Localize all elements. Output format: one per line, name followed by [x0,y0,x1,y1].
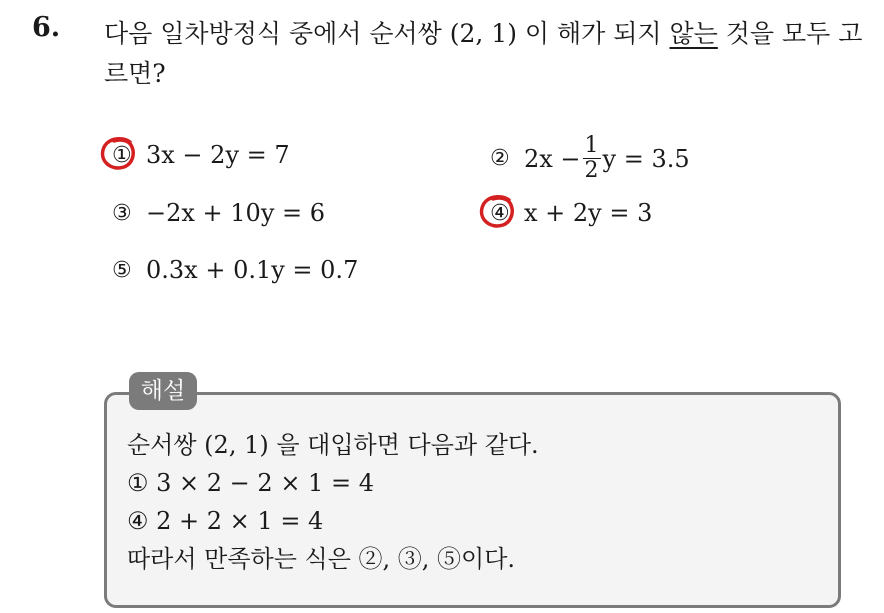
choice-5-expression: 0.3x + 0.1y = 0.7 [146,256,359,284]
choice-2-fraction [583,134,601,183]
choice-5[interactable] [112,256,358,284]
solution-line: 순서쌍 (2, 1) 을 대입하면 다음과 같다. [127,431,539,459]
choice-1-number: ① [112,142,132,168]
choice-2-number: ② [490,146,510,171]
choice-3-expression: −2x + 10y = 6 [146,199,326,227]
choice-3-number: ③ [112,200,132,226]
choice-4-expression: x + 2y = 3 [524,199,653,227]
solution-line: ④ 2 + 2 × 1 = 4 [127,507,324,535]
choice-2-fraction-numerator: 1 [584,133,599,158]
choice-2-fraction-denominator: 2 [584,158,599,183]
solution-content [127,426,539,578]
solution-line: 따라서 만족하는 식은 ②, ③, ⑤이다. [127,545,516,573]
choice-4-number: ④ [490,200,510,226]
choice-3[interactable] [112,199,325,227]
question-emphasis: 않는 [669,19,718,48]
question-number: 6. [32,12,61,43]
choice-2[interactable] [490,134,690,183]
choice-5-number: ⑤ [112,257,132,283]
choice-2-expression-post: y = 3.5 [602,144,690,173]
question-text [104,14,874,94]
question-text-after: 것을 모두 고르면? [104,19,863,88]
question-text-before: 다음 일차방정식 중에서 순서쌍 (2, 1) 이 해가 되지 [104,19,670,48]
choice-2-expression-pre: 2x − [524,144,581,173]
solution-label: 해설 [129,372,197,410]
choice-4[interactable] [490,199,652,227]
choice-1-expression: 3x − 2y = 7 [146,141,290,169]
choice-1[interactable] [112,141,290,169]
solution-line: ① 3 × 2 − 2 × 1 = 4 [127,469,374,497]
